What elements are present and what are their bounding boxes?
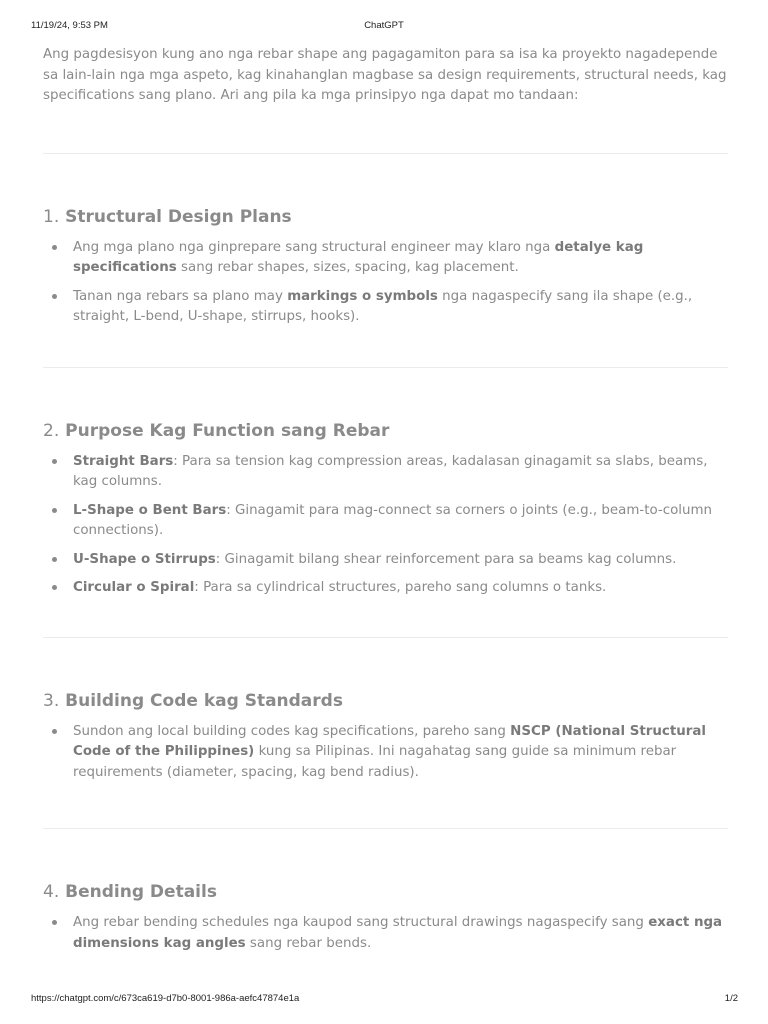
section-heading-bending-details: 4. Bending Details: [43, 882, 217, 902]
bullet-icon: [52, 920, 57, 925]
print-title: ChatGPT: [364, 20, 404, 31]
print-footer: [0, 993, 768, 1013]
chat-message-content: [43, 45, 728, 954]
section-divider: [43, 637, 728, 638]
list-item: Tanan nga rebars sa plano may markings o symbols nga nagaspecify sang ila shape (e.g., straight, L-bend, U-shape, stirrups, hooks).: [43, 287, 728, 328]
list-item: Ang rebar bending schedules nga kaupod sang structural drawings nagaspecify sang exact nga dimensions kag angles sang rebar bends.: [43, 913, 728, 954]
section-divider: [43, 828, 728, 829]
list-item: Straight Bars: Para sa tension kag compression areas, kadalasan ginagamit sa slabs, beams, kag columns.: [43, 452, 728, 493]
section-divider: [43, 153, 728, 154]
list-item: Ang mga plano nga ginprepare sang structural engineer may klaro nga detalye kag specifications sang rebar shapes, sizes, spacing, kag placement.: [43, 238, 728, 279]
print-header: [0, 0, 768, 40]
section-list: [43, 913, 728, 954]
section-divider: [43, 367, 728, 368]
section-list: [43, 722, 728, 784]
bullet-icon: [52, 729, 57, 734]
section-heading-purpose-function: 2. Purpose Kag Function sang Rebar: [43, 420, 390, 441]
section-list: [43, 238, 728, 328]
section-heading-building-code: 3. Building Code kag Standards: [43, 690, 343, 711]
list-item: L-Shape o Bent Bars: Ginagamit para mag-connect sa corners o joints (e.g., beam-to-column connections).: [43, 501, 728, 542]
list-item: Sundon ang local building codes kag specifications, pareho sang NSCP (National Structural Code of the Philippines) kung sa Pilipinas. Ini nagahatag sang guide sa minimum rebar requirements (diameter, spacing, kag bend radius).: [43, 722, 728, 784]
print-date: 11/19/24, 9:53 PM: [31, 20, 108, 31]
page-number: 1/2: [724, 993, 738, 1004]
list-item: Circular o Spiral: Para sa cylindrical structures, pareho sang columns o tanks.: [43, 578, 728, 599]
bullet-icon: [52, 557, 57, 562]
page-url: https://chatgpt.com/c/673ca619-d7b0-8001-986a-aefc47874e1a: [31, 993, 300, 1004]
intro-paragraph: Ang pagdesisyon kung ano nga rebar shape ang pagagamiton para sa isa ka proyekto nagadepende sa lain-lain nga mga aspeto, kag kinahanglan magbase sa design requirements, structural needs, kag specifications sang plano. Ari ang pila ka mga prinsipyo nga dapat mo tandaan:: [43, 47, 727, 103]
bullet-icon: [52, 245, 57, 250]
bullet-icon: [52, 459, 57, 464]
bullet-icon: [52, 585, 57, 590]
section-list: [43, 452, 728, 599]
list-item: U-Shape o Stirrups: Ginagamit bilang shear reinforcement para sa beams kag columns.: [43, 550, 728, 571]
bullet-icon: [52, 508, 57, 513]
section-heading-structural-design-plans: 1. Structural Design Plans: [43, 206, 292, 227]
bullet-icon: [52, 294, 57, 299]
